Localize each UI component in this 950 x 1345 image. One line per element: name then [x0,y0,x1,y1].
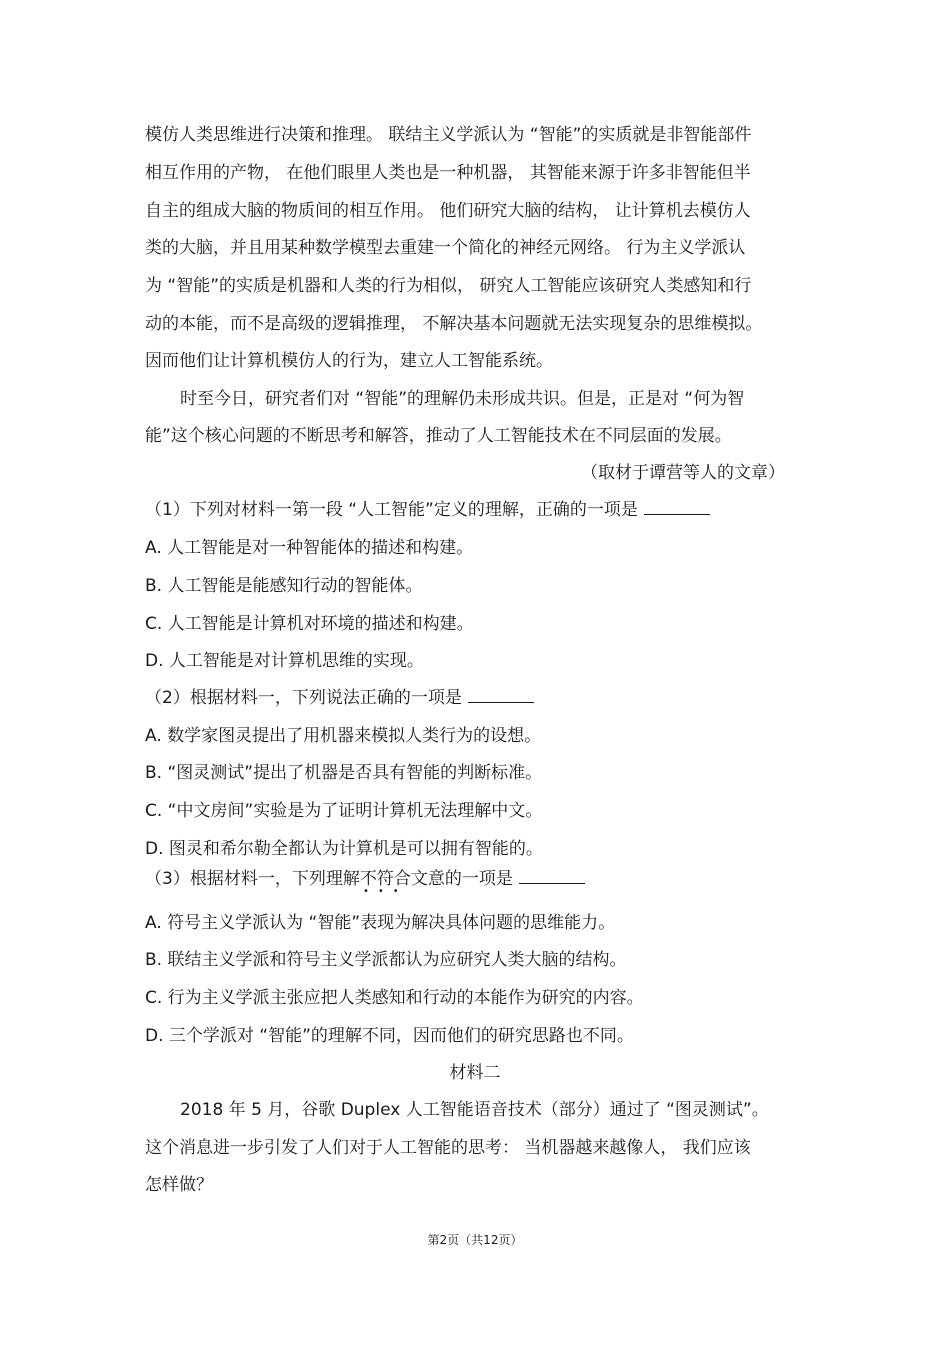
option-d: D. 图灵和希尔勒全都认为计算机是可以拥有智能的。 [145,839,543,859]
option-c: C. 人工智能是计算机对环境的描述和构建。 [145,614,474,634]
answer-blank[interactable] [644,513,710,515]
text-line: 为 “智能”的实质是机器和人类的行为相似， 研究人工智能应该研究人类感知和行 [145,276,752,296]
text-line: 相互作用的产物， 在他们眼里人类也是一种机器， 其智能来源于许多非智能但半 [145,163,751,183]
option-a: A. 符号主义学派认为 “智能”表现为解决具体问题的思维能力。 [145,913,616,933]
option-a: A. 人工智能是对一种智能体的描述和构建。 [145,538,474,558]
answer-blank[interactable] [519,882,585,884]
text-line: 因而他们让计算机模仿人的行为，建立人工智能系统。 [145,351,553,371]
text-line: 2018 年 5 月，谷歌 Duplex 人工智能语音技术（部分）通过了 “图灵测试”。 [180,1100,769,1120]
source-note: （取材于谭营等人的文章） [581,463,785,483]
option-c: C. “中文房间”实验是为了证明计算机无法理解中文。 [145,801,543,821]
question-stem [145,687,810,709]
question-stem-text: （2）根据材料一，下列说法正确的一项是 [145,688,462,708]
option-d: D. 三个学派对 “智能”的理解不同，因而他们的研究思路也不同。 [145,1026,634,1046]
text-line: 怎样做？ [145,1175,213,1195]
text-line: 这个消息进一步引发了人们对于人工智能的思考： 当机器越来越像人， 我们应该 [145,1138,751,1158]
emphasized-word: 不符合 [359,869,411,889]
text-line: 自主的组成大脑的物质间的相互作用。 他们研究大脑的结构， 让计算机去模仿人 [145,201,751,221]
question-stem-text-tail: 文意的一项是 [410,869,513,889]
question-stem [145,499,810,521]
question-stem-text: （1）下列对材料一第一段 “人工智能”定义的理解，正确的一项是 [145,500,638,520]
text-line: 时至今日，研究者们对 “智能”的理解仍未形成共识。但是，正是对 “何为智 [180,389,745,409]
answer-blank[interactable] [468,701,534,703]
text-line: 类的大脑，并且用某种数学模型去重建一个简化的神经元网络。 行为主义学派认 [145,238,746,258]
text-line: 动的本能，而不是高级的逻辑推理， 不解决基本问题就无法实现复杂的思维模拟。 [145,314,763,334]
text-line: 能”这个核心问题的不断思考和解答，推动了人工智能技术在不同层面的发展。 [145,426,732,446]
option-b: B. “图灵测试”提出了机器是否具有智能的判断标准。 [145,763,543,783]
emphasis-dots: ••• [362,886,408,897]
option-d: D. 人工智能是对计算机思维的实现。 [145,651,424,671]
option-c: C. 行为主义学派主张应把人类感知和行动的本能作为研究的内容。 [145,988,644,1008]
text-line: 模仿人类思维进行决策和推理。 联结主义学派认为 “智能”的实质就是非智能部件 [145,125,752,145]
question-stem [145,868,810,897]
option-a: A. 数学家图灵提出了用机器来模拟人类行为的设想。 [145,726,542,746]
section-title: 材料二 [449,1063,501,1083]
option-b: B. 人工智能是能感知行动的智能体。 [145,576,423,596]
question-stem-text: （3）根据材料一，下列理解 [145,869,360,889]
emphasized-text [359,869,411,897]
page-footer: 第2页（共12页） [427,1233,523,1247]
option-b: B. 联结主义学派和符号主义学派都认为应研究人类大脑的结构。 [145,950,627,970]
